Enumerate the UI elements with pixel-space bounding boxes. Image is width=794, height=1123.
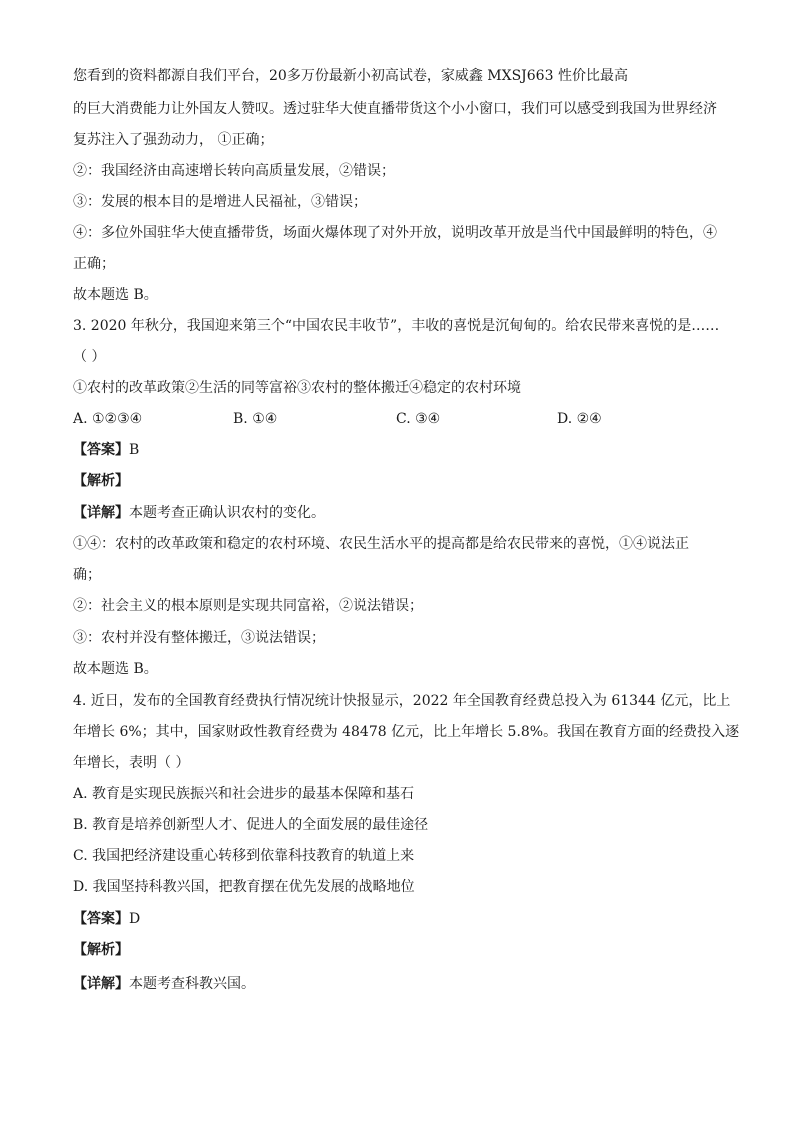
q2-explanation-line-5: ④：多位外国驻华大使直播带货，场面火爆体现了对外开放，说明改革开放是当代中国最鲜明的特色，④ bbox=[73, 225, 717, 241]
q4-answer-value: D bbox=[129, 911, 141, 927]
q4-analysis-label: 【解析】 bbox=[73, 942, 129, 958]
q4-answer-row bbox=[73, 909, 140, 929]
q3-items: ①农村的改革政策②生活的同等富裕③农村的整体搬迁④稳定的农村环境 bbox=[73, 380, 521, 396]
q3-answer-value: B bbox=[129, 442, 140, 458]
q4-stem-line-1: 4. 近日，发布的全国教育经费执行情况统计快报显示，2022 年全国教育经费总投入为 61344 亿元，比上 bbox=[73, 693, 731, 709]
q2-explanation-line-1: 的巨大消费能力让外国友人赞叹。透过驻华大使直播带货这个小小窗口，我们可以感受到我国为世界经济 bbox=[73, 101, 717, 117]
q3-conclusion: 故本题选 B。 bbox=[73, 661, 158, 677]
q4-answer-label: 【答案】 bbox=[73, 911, 129, 927]
q3-option-b: B. ①④ bbox=[233, 411, 278, 427]
q3-explanation-line-2: 确； bbox=[73, 567, 101, 583]
q3-explanation-line-4: ③：农村并没有整体搬迁，③说法错误； bbox=[73, 630, 325, 646]
q3-detail-label: 【详解】 bbox=[73, 505, 129, 521]
q4-stem-line-3: 年增长，表明（ ） bbox=[73, 755, 190, 771]
q4-option-b: B. 教育是培养创新型人才、促进人的全面发展的最佳途径 bbox=[73, 817, 429, 833]
q2-explanation-line-2: 复苏注入了强劲动力， ①正确； bbox=[73, 132, 274, 148]
q3-answer-row bbox=[73, 440, 139, 460]
q3-explanation-line-3: ②：社会主义的根本原则是实现共同富裕，②说法错误； bbox=[73, 598, 423, 614]
q4-stem-line-2: 年增长 6%；其中，国家财政性教育经费为 48478 亿元，比上年增长 5.8%。我国在教育方面的经费投入逐 bbox=[73, 724, 740, 740]
q3-stem-line-2: （ ） bbox=[73, 349, 106, 365]
q4-option-a: A. 教育是实现民族振兴和社会进步的最基本保障和基石 bbox=[73, 786, 415, 802]
q3-option-a: A. ①②③④ bbox=[73, 411, 143, 427]
q3-explanation-line-1: ①④：农村的改革政策和稳定的农村环境、农民生活水平的提高都是给农民带来的喜悦，①④说法正 bbox=[73, 536, 689, 552]
q3-stem-line-1: 3. 2020 年秋分，我国迎来第三个“中国农民丰收节”，丰收的喜悦是沉甸甸的。给农民带来喜悦的是…… bbox=[73, 318, 720, 334]
header-promo-line: 您看到的资料都源自我们平台，20多万份最新小初高试卷，家威鑫 MXSJ663 性价比最高 bbox=[73, 68, 628, 84]
q2-explanation-line-4: ③：发展的根本目的是增进人民福祉，③错误； bbox=[73, 194, 367, 210]
q4-option-c: C. 我国把经济建设重心转移到依靠科技教育的轨道上来 bbox=[73, 848, 415, 864]
q3-analysis-label: 【解析】 bbox=[73, 473, 129, 489]
q4-detail-label: 【详解】 bbox=[73, 976, 129, 992]
q3-answer-label: 【答案】 bbox=[73, 442, 129, 458]
q3-detail-text: 本题考查正确认识农村的变化。 bbox=[129, 505, 325, 521]
q2-explanation-line-3: ②：我国经济由高速增长转向高质量发展，②错误； bbox=[73, 163, 395, 179]
q3-option-d: D. ②④ bbox=[557, 411, 602, 427]
q4-detail-text: 本题考查科教兴国。 bbox=[129, 976, 255, 992]
q2-conclusion: 故本题选 B。 bbox=[73, 287, 158, 303]
q3-option-c: C. ③④ bbox=[396, 411, 441, 427]
q4-option-d: D. 我国坚持科教兴国，把教育摆在优先发展的战略地位 bbox=[73, 879, 415, 895]
q4-detail-row bbox=[73, 974, 255, 994]
q3-detail-row bbox=[73, 503, 325, 523]
q2-explanation-line-6: 正确； bbox=[73, 256, 115, 272]
